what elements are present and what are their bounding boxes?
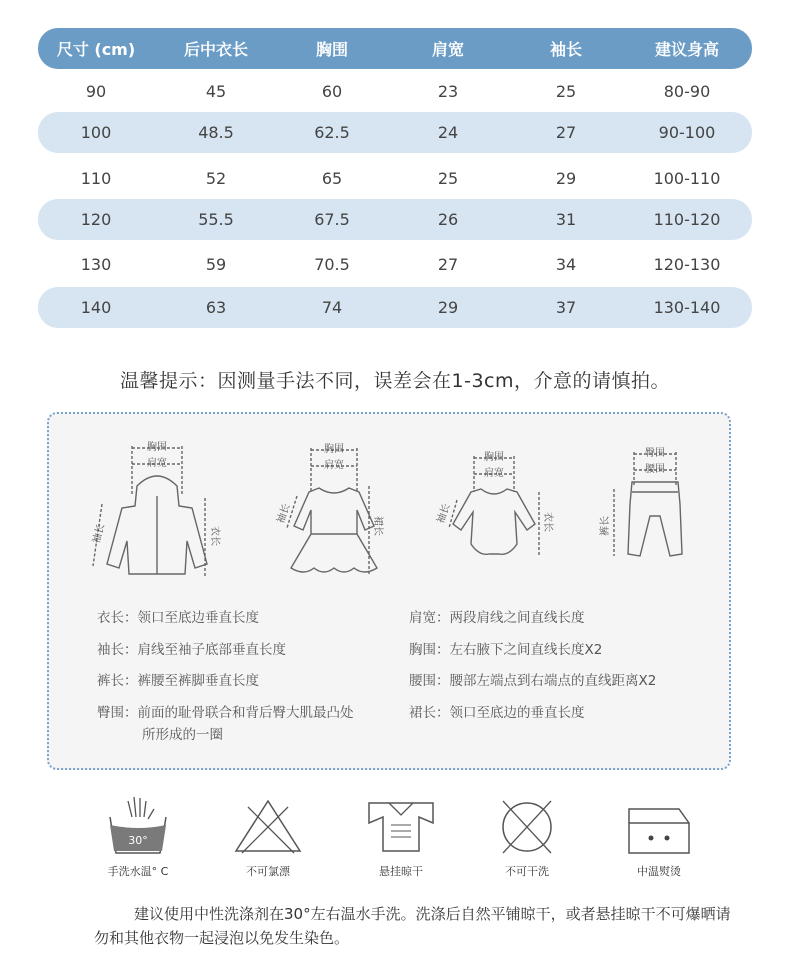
table-row	[38, 199, 752, 240]
table-cell: 59	[205, 255, 227, 274]
table-cell: 29	[437, 298, 459, 317]
no-bleach-icon	[228, 795, 308, 855]
table-cell: 140	[80, 298, 112, 317]
table-cell: 52	[205, 169, 227, 188]
table-cell: 130	[80, 255, 112, 274]
care-item	[599, 795, 719, 879]
table-row	[38, 287, 752, 328]
definition-term: 肩宽：	[409, 610, 450, 626]
coat-diagram	[87, 436, 227, 581]
table-cell: 23	[437, 82, 459, 101]
definition-waist	[409, 671, 656, 691]
wash-note: 建议使用中性洗涤剂在30°左右温水手洗。洗涤后自然平铺晾干，或者悬挂晾干不可爆晒请勿和其他衣物一起浸泡以免发生染色。	[94, 905, 731, 947]
table-cell: 37	[555, 298, 577, 317]
pants-length-label: 裤长	[600, 516, 611, 536]
definition-text: 领口至底边垂直长度	[137, 610, 259, 626]
table-cell: 27	[437, 255, 459, 274]
dress-chest-label: 胸围	[324, 444, 344, 455]
measurement-tip: 温馨提示：因测量手法不同，误差会在1-3cm，介意的请慎拍。	[120, 370, 670, 392]
table-cell: 100-110	[653, 169, 721, 188]
care-label: 悬挂晾干	[379, 865, 423, 878]
dress-shoulder-label: 肩宽	[324, 460, 344, 471]
table-cell: 26	[437, 210, 459, 229]
definition-skirt-length	[409, 703, 585, 723]
care-label: 手洗水温° C	[107, 865, 169, 878]
header-cell: 袖长	[549, 40, 582, 59]
definition-text: 领口至底边的垂直长度	[449, 705, 585, 721]
table-cell: 120-130	[653, 255, 721, 274]
table-cell: 24	[437, 123, 459, 142]
hand-wash-icon	[98, 795, 178, 855]
care-item	[467, 795, 587, 879]
table-row	[38, 71, 752, 112]
romper-diagram	[429, 444, 559, 574]
coat-chest-label: 胸围	[147, 442, 167, 453]
header-cell: 胸围	[315, 40, 348, 59]
table-row	[38, 158, 752, 199]
pants-waist-label: 腰围	[645, 464, 665, 475]
care-label: 中温熨烫	[637, 865, 681, 878]
romper-chest-label: 胸围	[484, 452, 504, 463]
definition-pants-length	[97, 671, 259, 691]
definition-term: 袖长：	[97, 642, 138, 658]
table-cell: 90	[85, 82, 107, 101]
pants-diagram	[594, 444, 704, 574]
dress-diagram	[269, 436, 399, 581]
table-header	[38, 28, 752, 69]
table-cell: 67.5	[314, 210, 350, 229]
no-dry-clean-icon	[487, 795, 567, 855]
coat-shoulder-label: 肩宽	[147, 458, 167, 469]
table-cell: 25	[555, 82, 577, 101]
table-cell: 29	[555, 169, 577, 188]
header-cell: 后中衣长	[183, 40, 248, 59]
care-item	[208, 795, 328, 879]
care-item	[341, 795, 461, 879]
hang-dry-icon	[361, 795, 441, 855]
definition-text: 前面的耻骨联合和背后臀大肌最凸处	[137, 705, 354, 721]
definition-term: 裙长：	[409, 705, 450, 721]
table-cell: 120	[80, 210, 112, 229]
definition-term: 腰围：	[409, 673, 450, 689]
table-cell: 63	[205, 298, 227, 317]
care-label: 不可干洗	[505, 865, 549, 878]
table-cell: 62.5	[314, 123, 350, 142]
table-cell: 70.5	[314, 255, 350, 274]
header-cell: 尺寸 (cm)	[56, 40, 136, 59]
coat-sleeve-label: 袖长	[91, 522, 108, 545]
table-cell: 65	[321, 169, 343, 188]
care-item	[78, 795, 198, 879]
definition-term: 胸围：	[409, 642, 450, 658]
table-cell: 48.5	[198, 123, 234, 142]
definition-hip-cont: 所形成的一圈	[142, 727, 223, 743]
table-cell: 100	[80, 123, 112, 142]
wash-temp: 30°	[128, 834, 148, 847]
table-cell: 34	[555, 255, 577, 274]
table-row	[38, 244, 752, 285]
definition-shoulder	[409, 608, 585, 628]
romper-shoulder-label: 肩宽	[484, 468, 504, 479]
definition-coat-length	[97, 608, 259, 628]
table-cell: 110-120	[653, 210, 721, 229]
table-cell: 80-90	[663, 82, 711, 101]
table-cell: 31	[555, 210, 577, 229]
definition-text: 腰部左端点到右端点的直线距离X2	[449, 673, 657, 689]
table-cell: 27	[555, 123, 577, 142]
definition-hip	[97, 703, 354, 723]
definition-text: 肩线至袖子底部垂直长度	[137, 642, 286, 658]
table-cell: 25	[437, 169, 459, 188]
definition-text: 两段肩线之间直线长度	[449, 610, 585, 626]
table-cell: 90-100	[658, 123, 716, 142]
table-row	[38, 112, 752, 153]
definition-term: 裤长：	[97, 673, 138, 689]
dress-length-label: 裙长	[372, 516, 383, 536]
coat-length-label: 衣长	[209, 526, 220, 546]
dress-sleeve-label: 袖长	[275, 502, 293, 526]
definition-chest	[409, 640, 602, 660]
table-cell: 45	[205, 82, 227, 101]
table-cell: 130-140	[653, 298, 721, 317]
header-cell: 肩宽	[431, 40, 464, 59]
table-cell: 60	[321, 82, 343, 101]
definition-text: 裤腰至裤脚垂直长度	[137, 673, 259, 689]
iron-medium-icon	[619, 795, 699, 855]
table-cell: 74	[321, 298, 343, 317]
definition-term: 臀围：	[97, 705, 138, 721]
care-label: 不可氯漂	[246, 865, 290, 878]
header-cell: 建议身高	[654, 40, 719, 59]
definition-term: 衣长：	[97, 610, 138, 626]
romper-sleeve-label: 袖长	[435, 502, 453, 526]
definition-text: 左右腋下之间直线长度X2	[449, 642, 603, 658]
table-cell: 110	[80, 169, 112, 188]
definition-sleeve-length	[97, 640, 286, 660]
pants-hip-label: 臀围	[645, 448, 665, 459]
table-cell: 55.5	[198, 210, 234, 229]
measurement-guide	[47, 412, 731, 770]
romper-length-label: 衣长	[542, 512, 553, 532]
